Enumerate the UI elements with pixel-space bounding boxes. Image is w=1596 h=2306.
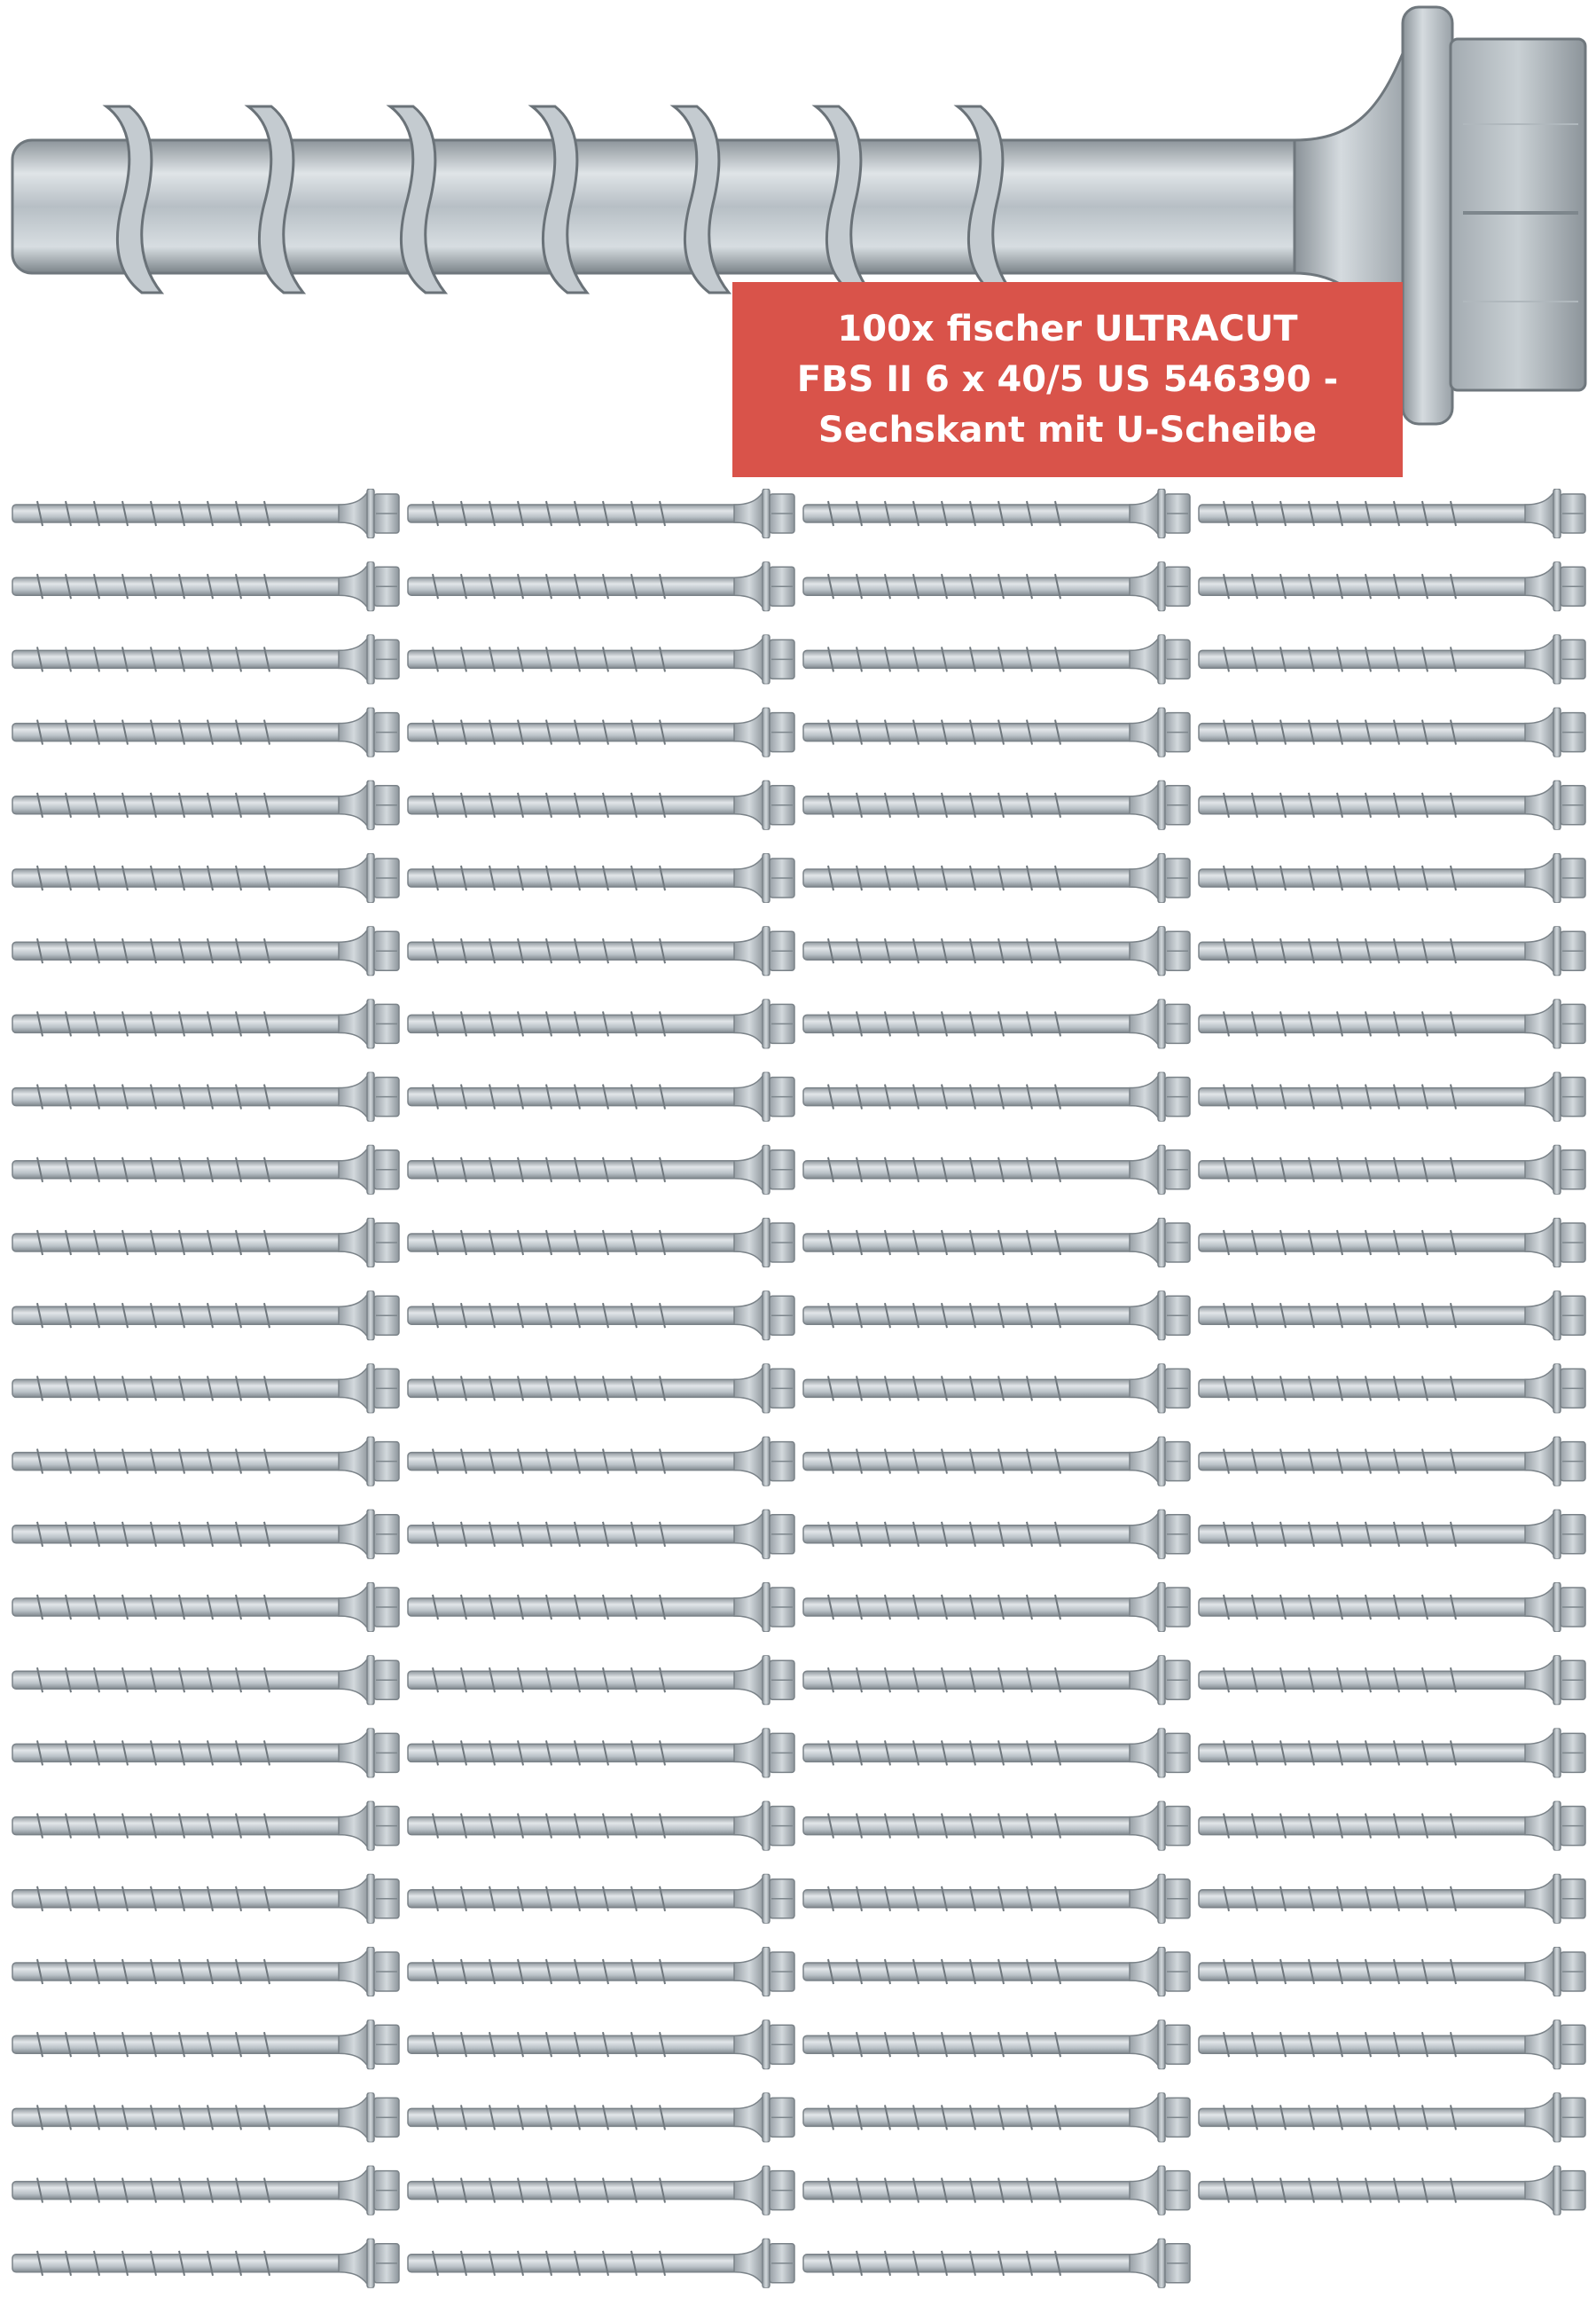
screw-item xyxy=(408,1145,794,1195)
product-label-line-3: Sechskant mit U-Scheibe xyxy=(818,409,1318,451)
screw-item xyxy=(803,926,1190,976)
screw-item xyxy=(12,1290,399,1340)
screw-item xyxy=(1199,1363,1585,1413)
screw-item xyxy=(12,1947,399,1996)
screw-item xyxy=(12,489,399,538)
screw-item xyxy=(12,2239,399,2288)
screw-item xyxy=(408,1290,794,1340)
screw-item xyxy=(408,999,794,1048)
screw-item xyxy=(1199,853,1585,903)
screw-item xyxy=(408,561,794,611)
screw-item xyxy=(1199,1510,1585,1559)
screw-item xyxy=(408,1363,794,1413)
screw-item xyxy=(12,2166,399,2216)
screw-item xyxy=(12,1363,399,1413)
screw-item xyxy=(408,1947,794,1996)
screw-item xyxy=(408,926,794,976)
screw-item xyxy=(1199,1874,1585,1924)
screw-item xyxy=(1199,1728,1585,1777)
screw-item xyxy=(1199,1072,1585,1122)
screw-item xyxy=(408,2239,794,2288)
screw-item xyxy=(803,999,1190,1048)
product-label-line-1: 100x fischer ULTRACUT xyxy=(837,308,1298,349)
screw-item xyxy=(803,634,1190,684)
screw-item xyxy=(408,1801,794,1851)
screw-item xyxy=(12,1437,399,1486)
screw-item xyxy=(803,1874,1190,1924)
screw-item xyxy=(408,2020,794,2069)
screw-item xyxy=(12,1728,399,1777)
screw-item xyxy=(1199,561,1585,611)
screw-item xyxy=(1199,1655,1585,1705)
screw-item xyxy=(12,708,399,757)
screw-item xyxy=(1199,926,1585,976)
screw-item xyxy=(12,2020,399,2069)
screw-item xyxy=(803,1072,1190,1122)
screw-item xyxy=(408,2166,794,2216)
screw-item xyxy=(408,780,794,830)
screw-item xyxy=(803,1363,1190,1413)
screw-item xyxy=(803,1218,1190,1267)
screw-item xyxy=(408,1728,794,1777)
screw-item xyxy=(408,853,794,903)
screw-item xyxy=(12,1218,399,1267)
screw-item xyxy=(12,2092,399,2142)
screw-item xyxy=(1199,2092,1585,2142)
screw-item xyxy=(408,1218,794,1267)
screw-item xyxy=(12,999,399,1048)
hero-washer xyxy=(1403,7,1452,424)
screw-item xyxy=(803,489,1190,538)
screw-item xyxy=(1199,1437,1585,1486)
screw-item xyxy=(408,1655,794,1705)
screw-item xyxy=(803,1655,1190,1705)
screw-item xyxy=(803,708,1190,757)
screw-item xyxy=(803,1947,1190,1996)
screw-item xyxy=(408,1874,794,1924)
screw-item xyxy=(1199,489,1585,538)
screw-item xyxy=(803,561,1190,611)
screw-item xyxy=(12,1582,399,1632)
screw-item xyxy=(408,1582,794,1632)
screw-item xyxy=(1199,1218,1585,1267)
screw-item xyxy=(1199,1801,1585,1851)
screw-item xyxy=(803,1801,1190,1851)
screw-item xyxy=(12,634,399,684)
screw-item xyxy=(1199,999,1585,1048)
screw-item xyxy=(408,1510,794,1559)
screw-item xyxy=(408,708,794,757)
screw-item xyxy=(803,1510,1190,1559)
screw-item xyxy=(803,1290,1190,1340)
screw-item xyxy=(1199,2020,1585,2069)
screw-item xyxy=(12,926,399,976)
screw-item xyxy=(803,2166,1190,2216)
screw-item xyxy=(803,1145,1190,1195)
screw-item xyxy=(1199,2166,1585,2216)
screw-item xyxy=(803,1582,1190,1632)
screw-item xyxy=(803,853,1190,903)
screw-item xyxy=(12,1145,399,1195)
screw-item xyxy=(803,2020,1190,2069)
screw-item xyxy=(1199,1582,1585,1632)
screw-item xyxy=(1199,708,1585,757)
screw-item xyxy=(1199,1947,1585,1996)
screw-item xyxy=(408,489,794,538)
screw-item xyxy=(12,1874,399,1924)
screw-item xyxy=(1199,780,1585,830)
product-label-line-2: FBS II 6 x 40/5 US 546390 - xyxy=(796,358,1339,400)
screw-item xyxy=(12,1801,399,1851)
screw-item xyxy=(803,2239,1190,2288)
screw-item xyxy=(803,2092,1190,2142)
screw-item xyxy=(803,780,1190,830)
screw-item xyxy=(408,2092,794,2142)
screw-item xyxy=(1199,1290,1585,1340)
product-label xyxy=(732,282,1403,477)
screw-item xyxy=(1199,1145,1585,1195)
screw-item xyxy=(408,1437,794,1486)
screw-item xyxy=(12,853,399,903)
screw-item xyxy=(1199,634,1585,684)
screw-item xyxy=(408,1072,794,1122)
screw-item xyxy=(12,1655,399,1705)
screw-item xyxy=(12,780,399,830)
screw-item xyxy=(803,1437,1190,1486)
screw-item xyxy=(408,634,794,684)
screw-item xyxy=(12,1072,399,1122)
screw-item xyxy=(803,1728,1190,1777)
screw-item xyxy=(12,1510,399,1559)
screw-item xyxy=(12,561,399,611)
screw-grid xyxy=(0,483,1596,2306)
